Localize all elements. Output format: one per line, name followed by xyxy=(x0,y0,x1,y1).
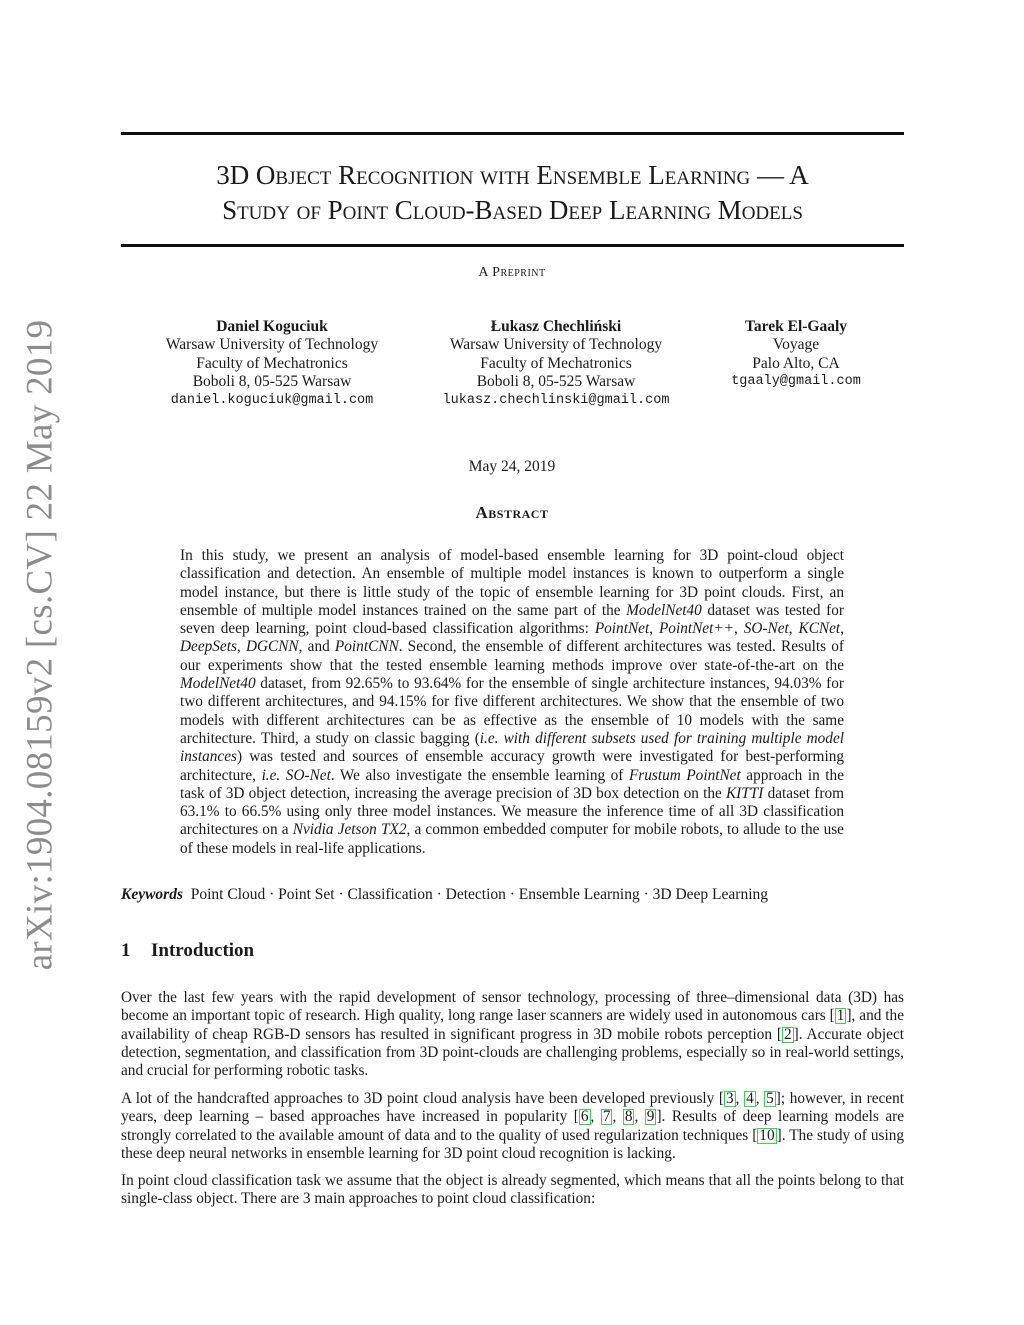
author-name: Tarek El-Gaaly xyxy=(744,318,848,335)
citation-link[interactable]: 5 xyxy=(766,1090,774,1107)
intro-paragraph-1 xyxy=(121,989,904,1080)
citation-link[interactable]: 1 xyxy=(836,1007,845,1025)
abstract-emphasis: KITTI xyxy=(725,784,764,802)
title-line-1: 3D Object Recognition with Ensemble Learning — A xyxy=(216,160,809,190)
abstract-segment: , xyxy=(733,620,744,638)
abstract-emphasis: SO-Net xyxy=(280,766,331,784)
citation-link[interactable]: 3 xyxy=(726,1090,734,1107)
abstract-segment: dataset from 63.1% to 66.5% using only three model instances. We measure the inference time of all 3D classification architectures on a xyxy=(180,784,844,839)
text-segment: ]. The study of using these deep neural networks in ensemble learning for 3D point cloud recognition is lacking. xyxy=(121,1126,904,1162)
citation-link[interactable]: 10 xyxy=(759,1126,775,1144)
abstract-emphasis: i.e. with different subsets used for training multiple model instances xyxy=(180,729,844,766)
abstract-emphasis: ModelNet40 xyxy=(626,601,702,619)
abstract-heading: Abstract xyxy=(475,503,549,522)
author-address: Boboli 8, 05-525 Warsaw xyxy=(476,373,636,391)
abstract-segment: approach in the task of 3D object detection, increasing the average precision of 3D box detection on the xyxy=(180,766,844,802)
abstract-segment: , xyxy=(840,620,845,638)
keywords-label: Keywords xyxy=(121,886,183,903)
abstract-emphasis: Nvidia Jetson TX2 xyxy=(292,821,407,839)
paper-title xyxy=(121,158,904,228)
author-department: Faculty of Mechatronics xyxy=(196,354,348,372)
section-title: Introduction xyxy=(151,940,255,961)
abstract-segment: , a common embedded computer for mobile robots, to allude to the use of these models in real-life applications. xyxy=(180,821,844,857)
author-address: Boboli 8, 05-525 Warsaw xyxy=(192,373,352,391)
text-segment: Over the last few years with the rapid development of sensor technology, processing of three–dimensional data (3D) has become an important topic of research. High quality, long range laser scanners are widely used in autonomous cars [ xyxy=(121,989,904,1025)
abstract-segment: dataset was tested for seven deep learning, point cloud-based classification algorithms: xyxy=(180,601,844,638)
intro-paragraph-3: In point cloud classification task we assume that the object is already segmented, which means that all the points belong to that single-class object. There are 3 main approaches to point cloud classification: xyxy=(121,1172,904,1208)
abstract-emphasis: PointNet xyxy=(594,620,650,638)
keywords-list: Point Cloud · Point Set · Classification · Detection · Ensemble Learning · 3D Deep Learning xyxy=(190,886,768,903)
abstract-segment: , xyxy=(788,620,799,638)
abstract-text xyxy=(180,547,844,858)
abstract-segment: . We also investigate the ensemble learning of xyxy=(330,766,629,784)
author-block xyxy=(0,318,1024,418)
abstract-emphasis: Frustum PointNet xyxy=(628,766,741,784)
abstract-emphasis: DGCNN xyxy=(245,638,299,656)
citation-link[interactable]: 7 xyxy=(602,1108,611,1126)
author-1 xyxy=(166,318,378,410)
intro-paragraph-2 xyxy=(121,1090,904,1163)
citation-link[interactable]: 9 xyxy=(646,1108,655,1126)
abstract-emphasis: PointCNN xyxy=(334,638,399,656)
author-email[interactable]: tgaaly@gmail.com xyxy=(731,374,861,390)
abstract-emphasis: ModelNet40 xyxy=(180,675,256,693)
text-segment: , xyxy=(735,1090,745,1107)
keywords-line xyxy=(121,886,904,904)
text-segment: , xyxy=(634,1108,645,1126)
abstract-emphasis: DeepSets xyxy=(180,638,237,656)
title-bottom-rule xyxy=(121,244,904,247)
abstract-segment: ) was tested and sources of ensemble accuracy growth were investigated for best-performing architecture, xyxy=(180,748,844,784)
section-heading-introduction xyxy=(121,940,254,962)
author-affiliation: Voyage xyxy=(772,336,820,354)
section-number: 1 xyxy=(121,940,131,961)
citation-link[interactable]: 6 xyxy=(580,1108,589,1126)
publication-date: May 24, 2019 xyxy=(468,458,556,475)
citation-link[interactable]: 4 xyxy=(746,1090,754,1107)
author-location: Palo Alto, CA xyxy=(752,354,840,372)
abstract-emphasis: KCNet xyxy=(798,620,841,638)
text-segment: A lot of the handcrafted approaches to 3D point cloud analysis have been developed previously [ xyxy=(121,1090,724,1107)
arxiv-identifier: arXiv:1904.08159v2 [cs.CV] 22 May 2019 xyxy=(19,319,61,971)
title-line-2: Study of Point Cloud-Based Deep Learning Models xyxy=(222,195,803,225)
abstract-segment: , xyxy=(649,620,659,638)
text-segment: ]. Results of deep learning models are strongly correlated to the available amount of data and to the quality of used regularization techniques [ xyxy=(121,1108,904,1144)
author-2 xyxy=(443,318,670,410)
abstract-segment: . Second, the ensemble of different architectures was tested. Results of our experiments show that the tested ensemble learning methods improve over state-of-the-art on the xyxy=(180,638,844,674)
preprint-label: A Preprint xyxy=(478,265,546,280)
text-segment: , xyxy=(612,1108,623,1126)
author-3 xyxy=(731,318,861,392)
text-segment: ]; however, in recent years, deep learning – based approaches have increased in popularity [ xyxy=(121,1090,904,1126)
text-segment: ]. Accurate object detection, segmentation, and classification from 3D point-clouds are challenging problems, especially so in real-world settings, and crucial for performing robotic tasks. xyxy=(121,1025,904,1080)
title-top-rule xyxy=(121,132,904,135)
abstract-segment: dataset, from 92.65% to 93.64% for the ensemble of single architecture instances, 94.03% for two different architectures, and 94.15% for five different architectures. We show that the ensemble of two models with different architectures can be as effective as the ensemble of 10 models with the same architecture. Third, a study on classic bagging ( xyxy=(180,675,844,747)
text-segment: , xyxy=(590,1108,601,1126)
author-email[interactable]: lukasz.chechlinski@gmail.com xyxy=(442,392,670,408)
abstract-segment: , xyxy=(236,638,246,656)
author-name: Łukasz Chechliński xyxy=(490,318,622,335)
abstract-emphasis: i.e. xyxy=(261,766,281,784)
text-segment: , xyxy=(755,1090,765,1107)
author-name: Daniel Koguciuk xyxy=(216,318,328,335)
abstract-emphasis: PointNet++ xyxy=(658,620,734,638)
abstract-segment: In this study, we present an analysis of model-based ensemble learning for 3D point-cloud object classification and detection. An ensemble of multiple model instances is known to outperform a single model instance, but there is little study of the topic of ensemble learning for 3D point clouds. First, an ensemble of multiple model instances trained on the same part of the xyxy=(180,547,844,619)
citation-link[interactable]: 8 xyxy=(624,1108,633,1126)
text-segment: ], and the availability of cheap RGB-D sensors has resulted in significant progress in 3D mobile robots perception [ xyxy=(121,1007,905,1043)
abstract-segment: , and xyxy=(298,638,335,656)
citation-link[interactable]: 2 xyxy=(783,1025,792,1043)
author-affiliation: Warsaw University of Technology xyxy=(165,336,379,354)
abstract-emphasis: SO-Net xyxy=(743,620,789,638)
author-email[interactable]: daniel.koguciuk@gmail.com xyxy=(170,392,374,408)
author-affiliation: Warsaw University of Technology xyxy=(449,336,663,354)
author-department: Faculty of Mechatronics xyxy=(480,354,632,372)
